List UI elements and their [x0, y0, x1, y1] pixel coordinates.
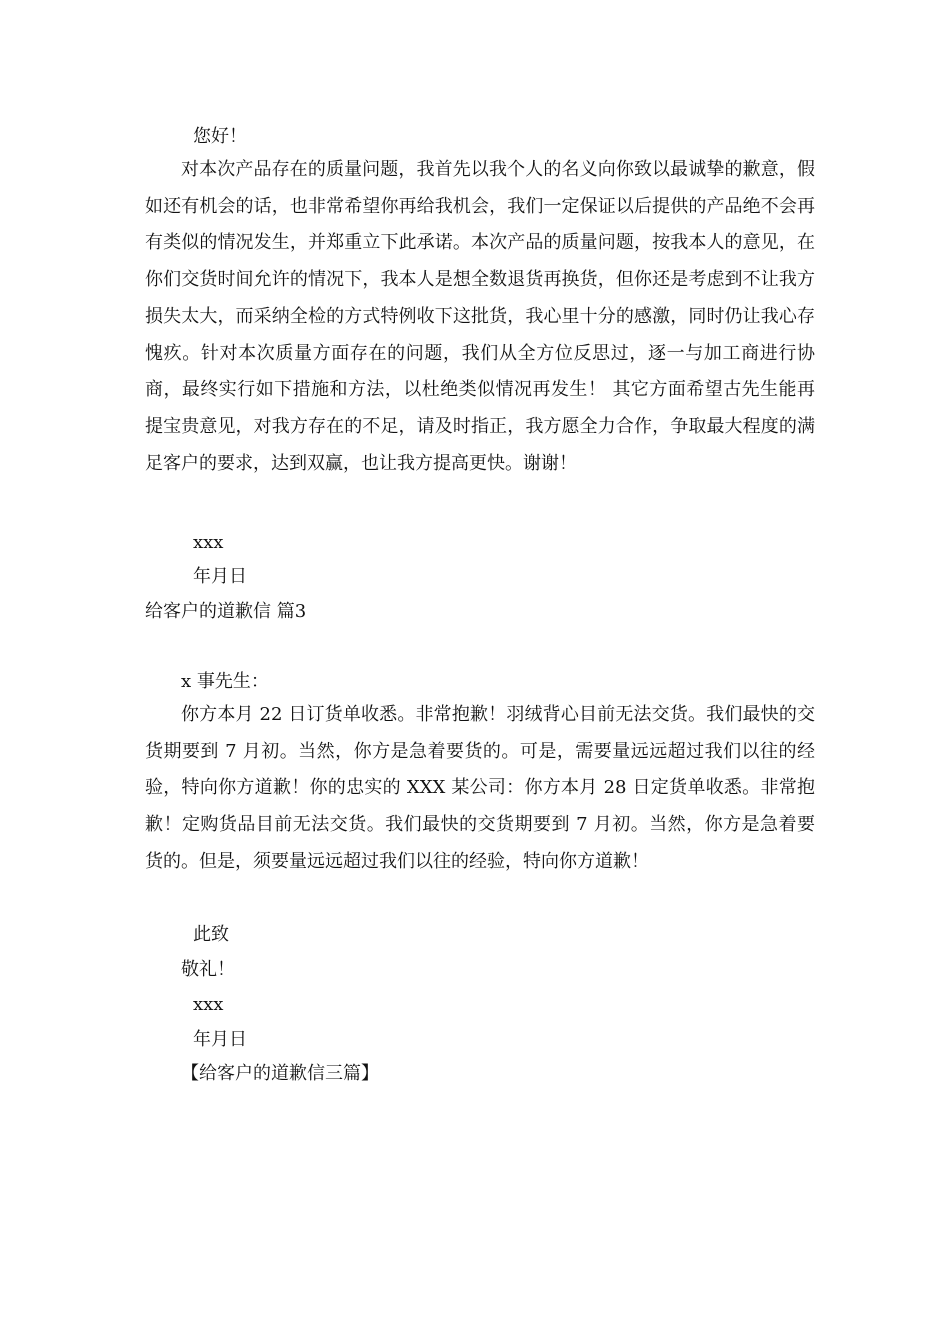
- letter2-body: 你方本月 22 日订货单收悉。非常抱歉！羽绒背心目前无法交货。我们最快的交货期要到 7 月初。当然，你方是急着要货的。可是，需要量远远超过我们以往的经验，特向你方道歉！你的忠实的 XXX 某公司：你方本月 28 日定货单收悉。非常抱歉！定购货品目前无法交货。我们最快的交货期要到 7 月初。当然，你方是急着要货的。但是，须要量远远超过我们以往的经验，特向你方道歉！: [145, 704, 815, 872]
- footer-title: 【给客户的道歉信三篇】: [181, 1063, 379, 1084]
- letter2-closing: 此致: [193, 924, 229, 945]
- letter1-signature: xxx: [193, 532, 224, 553]
- letter1-date: 年月日: [193, 566, 247, 587]
- letter2-signature: xxx: [193, 994, 224, 1015]
- letter1-body: 对本次产品存在的质量问题，我首先以我个人的名义向你致以最诚挚的歉意，假如还有机会的话，也非常希望你再给我机会，我们一定保证以后提供的产品绝不会再有类似的情况发生，并郑重立下此承诺。本次产品的质量问题，按我本人的意见，在你们交货时间允许的情况下，我本人是想全数退货再换货，但你还是考虑到不让我方损失太大，而采纳全检的方式特例收下这批货，我心里十分的感激，同时仍让我心存愧疚。针对本次质量方面存在的问题，我们从全方位反思过，逐一与加工商进行协商，最终实行如下措施和方法，以杜绝类似情况再发生！ 其它方面希望古先生能再提宝贵意见，对我方存在的不足，请及时指正，我方愿全力合作，争取最大程度的满足客户的要求，达到双赢，也让我方提高更快。谢谢！: [145, 159, 815, 474]
- section-title: 给客户的道歉信 篇3: [145, 601, 307, 622]
- letter2-date: 年月日: [193, 1029, 247, 1050]
- letter2-salute: 敬礼！: [181, 959, 235, 980]
- letter1-greeting: 您好！: [193, 126, 247, 147]
- letter2-greeting: x 事先生：: [181, 671, 269, 692]
